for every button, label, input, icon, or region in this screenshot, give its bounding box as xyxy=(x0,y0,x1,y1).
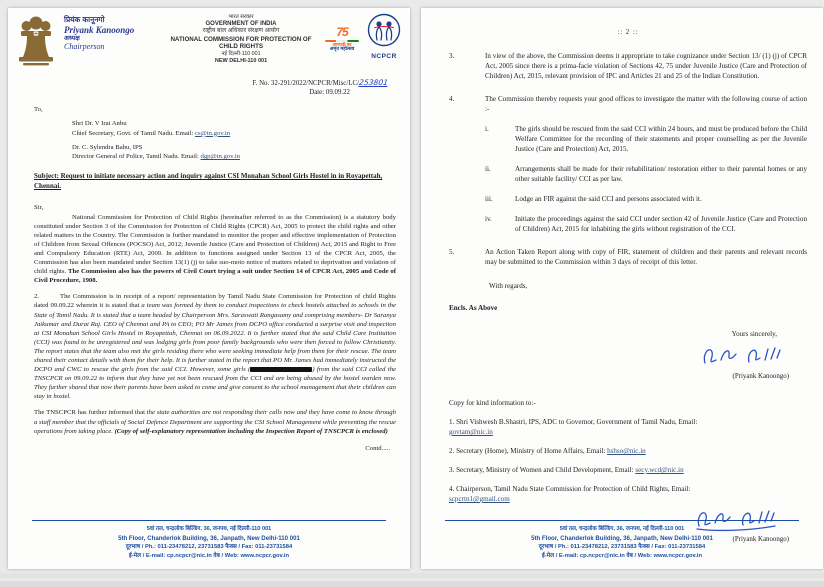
action-item-iv: iv. Initiate the proceedings against the said CCI under section 42 of Juvenile Justice (Care and Protection of Children) Act, 2015 for inhabiting the girls without registration of the CCI. xyxy=(485,215,807,233)
footer-rule xyxy=(32,520,386,521)
salutation: Sir, xyxy=(34,204,44,212)
background-strip-1 xyxy=(0,573,824,578)
enclosures-note: Encls. As Above xyxy=(449,304,498,312)
to-label: To, xyxy=(34,106,43,114)
background-strip-2 xyxy=(0,581,824,587)
page2-footer xyxy=(421,520,823,561)
signatory-name-2: (Priyank Kanoongo) xyxy=(732,536,789,543)
paragraph-3: 3. In view of the above, the Commission deems it appropriate to take cognizance under Section 13/ (1) (j) of CPCR Act, 2005 since there is a prima-facie violation of Sections 42, 75 under Juvenile Justice (Care and Protection of Children) Act, 2015, relevant provision of IPC and Articles 21 and 25 of the Indian Constitution. xyxy=(449,52,807,80)
date-line: Date: 09.09.22 xyxy=(309,89,350,97)
action-item-i: i. The girls should be rescued from the said CCI within 24 hours, and must be produced before the Child Welfare Committee for the recording of their statements and proper counselling as per the Juvenile Justice (Care and Protection) Act, 2015. xyxy=(485,125,807,153)
copy-item-1-email: govtam@nic.in xyxy=(449,428,493,436)
footer-email-web: ई-मेल / E-mail: cp.ncpcr@nic.in वेब / Web: www.ncpcr.gov.in xyxy=(541,553,703,560)
copy-item-2: 2. Secretary (Home), Ministry of Home Affairs, Email: hshso@nic.in xyxy=(449,447,646,455)
subject-line: Subject: Request to initiate necessary action and inquiry against CSI Monahan School Girls Hostel in in Royapettah, Chennai. xyxy=(34,172,383,191)
signature-1 xyxy=(449,343,783,372)
azadi-ka-amrit-mahotsav-logo: 75 आजादी का अमृत महोत्सव xyxy=(322,26,362,52)
recipient-2-email: dgp@tn.gov.in xyxy=(200,153,241,161)
copy-item-2-email: hshso@nic.in xyxy=(607,447,646,455)
copy-heading: Copy for kind information to:- xyxy=(449,399,536,407)
chairperson-name-hindi: प्रियंक कानूनगो xyxy=(64,15,105,24)
with-regards: With regards, xyxy=(489,282,528,290)
footer-address-hindi: 5वां तल, चन्द्रलोक बिल्डिंग, 36, जनपथ, नई दिल्ली-110 001 xyxy=(559,525,685,532)
designation-hindi: अध्यक्ष xyxy=(64,34,80,42)
signatory-name: (Priyank Kanoongo) xyxy=(732,373,789,380)
copy-item-3: 3. Secretary, Ministry of Women and Child Development, Email: secy.wcd@nic.in xyxy=(449,466,684,474)
recipient-2-designation: Director General of Police, Tamil Nadu. Email: dgp@tn.gov.in xyxy=(72,153,241,161)
emblem-of-india-icon xyxy=(14,14,58,68)
chairperson-name: Priyank Kanoongo xyxy=(64,24,135,35)
govt-english: GOVERNMENT OF INDIA xyxy=(205,20,277,27)
recipient-1-email: cs@tn.gov.in xyxy=(195,129,231,137)
designation: Chairperson xyxy=(64,42,105,52)
footer-address-english: 5th Floor, Chanderlok Building, 36, Janpath, New Delhi-110 001 xyxy=(118,534,300,542)
recipient-1-name: Shri Dr. V Irai Anbu xyxy=(72,120,127,128)
footer-email-web: ई-मेल / E-mail: cp.ncpcr@nic.in वेब / Web: www.ncpcr.gov.in xyxy=(128,553,290,560)
page-number: :: 2 :: xyxy=(617,29,639,36)
city-hindi: नई दिल्ली-110 001 xyxy=(221,51,261,58)
paragraph-3: The TNSCPCR has further informed that the state authorities are not responding their calls now and they have come to know through a staff member that the officials of Social Defence Department are supporting the CSI School Management while preventing the rescue operations from taking place. (Copy of self-explanatory representation including the Inspection Report of TNSCPCR is enclosed) xyxy=(34,409,396,435)
paragraph-2: 2. The Commission is in receipt of a report/ representation by Tamil Nadu State Commission for Protection of child Rights dated 09.09.22 wherein it is stated that a team was formed by them to conduct inspections to check hostels attached to schools in the State of Tamil Nadu. It is stated that a team headed by Chairperson Mrs. Saraswati Rangasamy and comprising members- Dr Saranya Jaikumar and Durai Raj. CEO of Chennai and PA to CEO; PO Mr James from DCPO office conducted a surprise visit and inspection at CSI Monahan School Girls Hostel in Royapettah, Chennai on 06.09.2022. It is further stated that the said Child Care Institution (CCI) was found to be unregistered and was lodging girls from poor family backgrounds who were then forced to follow Christianity. The report states that the team also met the girls residing there who were seeking immediate help from them for their rescue. The team shared their contact details with them for their help. It is further stated in the report that PO Mr. James had immediately instructed the DCPO and CWC to rescue the girls from the said CCI. However, some girls ( ) from the said CCI called the TNSCPCR on 09.09.22 to inform that they have yet not been rescued from the CCI and are being abused by the hostel warden now. They further shared that now their parents have been asked to come and give consent to the school management that their children can stay in hostel. xyxy=(34,293,397,401)
file-number-line: F. No. 32-291/2022/NCPCR/Misc/LC/253801 xyxy=(252,78,389,87)
letter-page-1 xyxy=(8,8,410,569)
redaction-bar xyxy=(250,367,312,373)
paragraph-5: 5. An Action Taken Report along with copy of FIR, statement of children and their parents and relevant records may be submitted to the Commission within 3 days of receipt of this letter. xyxy=(449,248,807,266)
copy-item-1: 1. Shri Vishwesh B.Shastri, IPS, ADC to Governor, Government of Tamil Nadu, Email: govtam@nic.in xyxy=(449,418,698,436)
paragraph-4: 4. The Commission thereby requests your good offices to investigate the matter with the following course of action :- xyxy=(449,95,807,113)
commission-english: NATIONAL COMMISSION FOR PROTECTION OF CHILD RIGHTS xyxy=(170,35,312,51)
letterhead-center xyxy=(166,14,316,65)
action-item-ii: ii. Arrangements shall be made for their rehabilitation/ restoration either to their parental homes or any other suitable facility/ CCI as per law. xyxy=(485,165,807,183)
commission-hindi: राष्ट्रीय बाल अधिकार संरक्षण आयोग xyxy=(202,28,280,35)
footer-phone: दूरभाष / Ph.: 011-23478212, 23731583 फैक्स / Fax: 011-23731584 xyxy=(125,544,293,551)
handwritten-file-number: 253801 xyxy=(358,78,389,87)
contd-marker: Contd..... xyxy=(365,444,390,452)
ncpcr-logo xyxy=(362,12,406,60)
footer-phone: दूरभाष / Ph.: 011-23478212, 23731583 फैक्स / Fax: 011-23731584 xyxy=(538,544,706,551)
action-item-iii: iii. Lodge an FIR against the said CCI and persons associated with it. xyxy=(485,195,702,203)
recipient-1 xyxy=(72,119,396,138)
letter-page-2 xyxy=(421,8,823,569)
recipient-2 xyxy=(72,143,396,162)
recipient-2-name: Dr. C. Sylendra Babu, IPS xyxy=(72,143,143,151)
page1-footer xyxy=(8,520,410,561)
copy-item-4-email: scpcrtn1@gmail.com xyxy=(449,495,510,503)
letterhead xyxy=(8,8,410,76)
paragraph-1: National Commission for Protection of Child Rights (hereinafter referred to as the Commission) is a statutory body constituted under Section 3 of the Commission for Protection of Child Rights (CPCR) Act, 2005 to protect the child rights and other related matters in the Country. The Commission is further mandated to monitor the proper and effective implementation of Protection of Children from Sexual Offences (POCSO) Act, 2012; Juvenile Justice (Care and Protection of Children) Act, 2015 and Right to Free and Compulsory Education (RTE) Act, 2009. In addition to functions assigned under Section 13 of the CPCR Act, 2005, the Commission has also been mandated under Section 13(1) (j) to take suo-moto notice of matters related to deprivation and violation of child rights. The Commission also has the powers of Civil Court trying a suit under Section 14 of CPCR Act, 2005 and Code of Civil Procedure, 1908. xyxy=(34,213,396,285)
footer-address-hindi: 5वां तल, चन्द्रलोक बिल्डिंग, 36, जनपथ, नई दिल्ली-110 001 xyxy=(146,525,272,532)
govt-hindi: भारत सरकार xyxy=(228,14,254,20)
footer-rule xyxy=(445,520,799,521)
copy-item-4: 4. Chairperson, Tamil Nadu State Commission for Protection of Child Rights, Email: scpcrtn1@gmail.com xyxy=(449,485,691,503)
footer-address-english: 5th Floor, Chanderlok Building, 36, Janpath, New Delhi-110 001 xyxy=(531,534,713,542)
yours-sincerely: Yours sincerely, xyxy=(731,330,777,338)
chairperson-name-block xyxy=(64,16,134,52)
recipient-1-designation: Chief Secretary, Govt. of Tamil Nadu. Email: cs@tn.gov.in xyxy=(72,129,231,137)
ncpcr-label: NCPCR xyxy=(371,53,397,60)
city-english: NEW DELHI-110 001 xyxy=(214,57,268,64)
copy-item-3-email: secy.wcd@nic.in xyxy=(635,466,684,474)
